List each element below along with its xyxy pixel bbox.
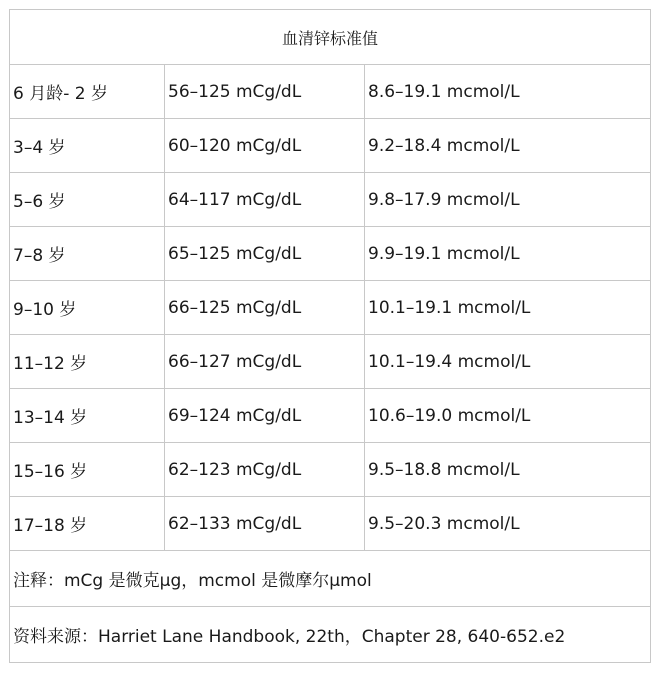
table-row xyxy=(10,227,651,281)
mcg-range-cell: 56–125 mCg/dL xyxy=(165,65,365,119)
table-row xyxy=(10,497,651,551)
mcmol-range-cell: 10.6–19.0 mcmol/L xyxy=(365,389,651,443)
mcg-range-cell: 66–125 mCg/dL xyxy=(165,281,365,335)
mcg-range-cell: 69–124 mCg/dL xyxy=(165,389,365,443)
age-cell: 7–8 岁 xyxy=(10,227,165,281)
mcmol-range-cell: 9.9–19.1 mcmol/L xyxy=(365,227,651,281)
mcg-range-cell: 65–125 mCg/dL xyxy=(165,227,365,281)
table-row xyxy=(10,335,651,389)
table-row xyxy=(10,119,651,173)
age-cell: 9–10 岁 xyxy=(10,281,165,335)
table-title-row xyxy=(10,10,651,65)
mcmol-range-cell: 9.8–17.9 mcmol/L xyxy=(365,173,651,227)
serum-zinc-table-container xyxy=(9,9,650,663)
mcmol-range-cell: 10.1–19.4 mcmol/L xyxy=(365,335,651,389)
source-row xyxy=(10,607,651,663)
table-title: 血清锌标准值 xyxy=(10,10,651,65)
mcmol-range-cell: 9.5–20.3 mcmol/L xyxy=(365,497,651,551)
age-cell: 6 月龄- 2 岁 xyxy=(10,65,165,119)
mcmol-range-cell: 9.2–18.4 mcmol/L xyxy=(365,119,651,173)
mcmol-range-cell: 8.6–19.1 mcmol/L xyxy=(365,65,651,119)
mcg-range-cell: 62–133 mCg/dL xyxy=(165,497,365,551)
mcg-range-cell: 60–120 mCg/dL xyxy=(165,119,365,173)
age-cell: 17–18 岁 xyxy=(10,497,165,551)
age-cell: 5–6 岁 xyxy=(10,173,165,227)
age-cell: 15–16 岁 xyxy=(10,443,165,497)
table-row xyxy=(10,173,651,227)
age-cell: 11–12 岁 xyxy=(10,335,165,389)
source-citation: 资料来源：Harriet Lane Handbook, 22th，Chapter 28, 640-652.e2 xyxy=(10,607,651,663)
table-row xyxy=(10,443,651,497)
table-row xyxy=(10,281,651,335)
age-cell: 13–14 岁 xyxy=(10,389,165,443)
mcmol-range-cell: 10.1–19.1 mcmol/L xyxy=(365,281,651,335)
age-cell: 3–4 岁 xyxy=(10,119,165,173)
mcmol-range-cell: 9.5–18.8 mcmol/L xyxy=(365,443,651,497)
table-row xyxy=(10,389,651,443)
mcg-range-cell: 64–117 mCg/dL xyxy=(165,173,365,227)
serum-zinc-table xyxy=(9,9,651,663)
mcg-range-cell: 66–127 mCg/dL xyxy=(165,335,365,389)
table-row xyxy=(10,65,651,119)
note-row xyxy=(10,551,651,607)
unit-note: 注释：mCg 是微克μg，mcmol 是微摩尔μmol xyxy=(10,551,651,607)
mcg-range-cell: 62–123 mCg/dL xyxy=(165,443,365,497)
